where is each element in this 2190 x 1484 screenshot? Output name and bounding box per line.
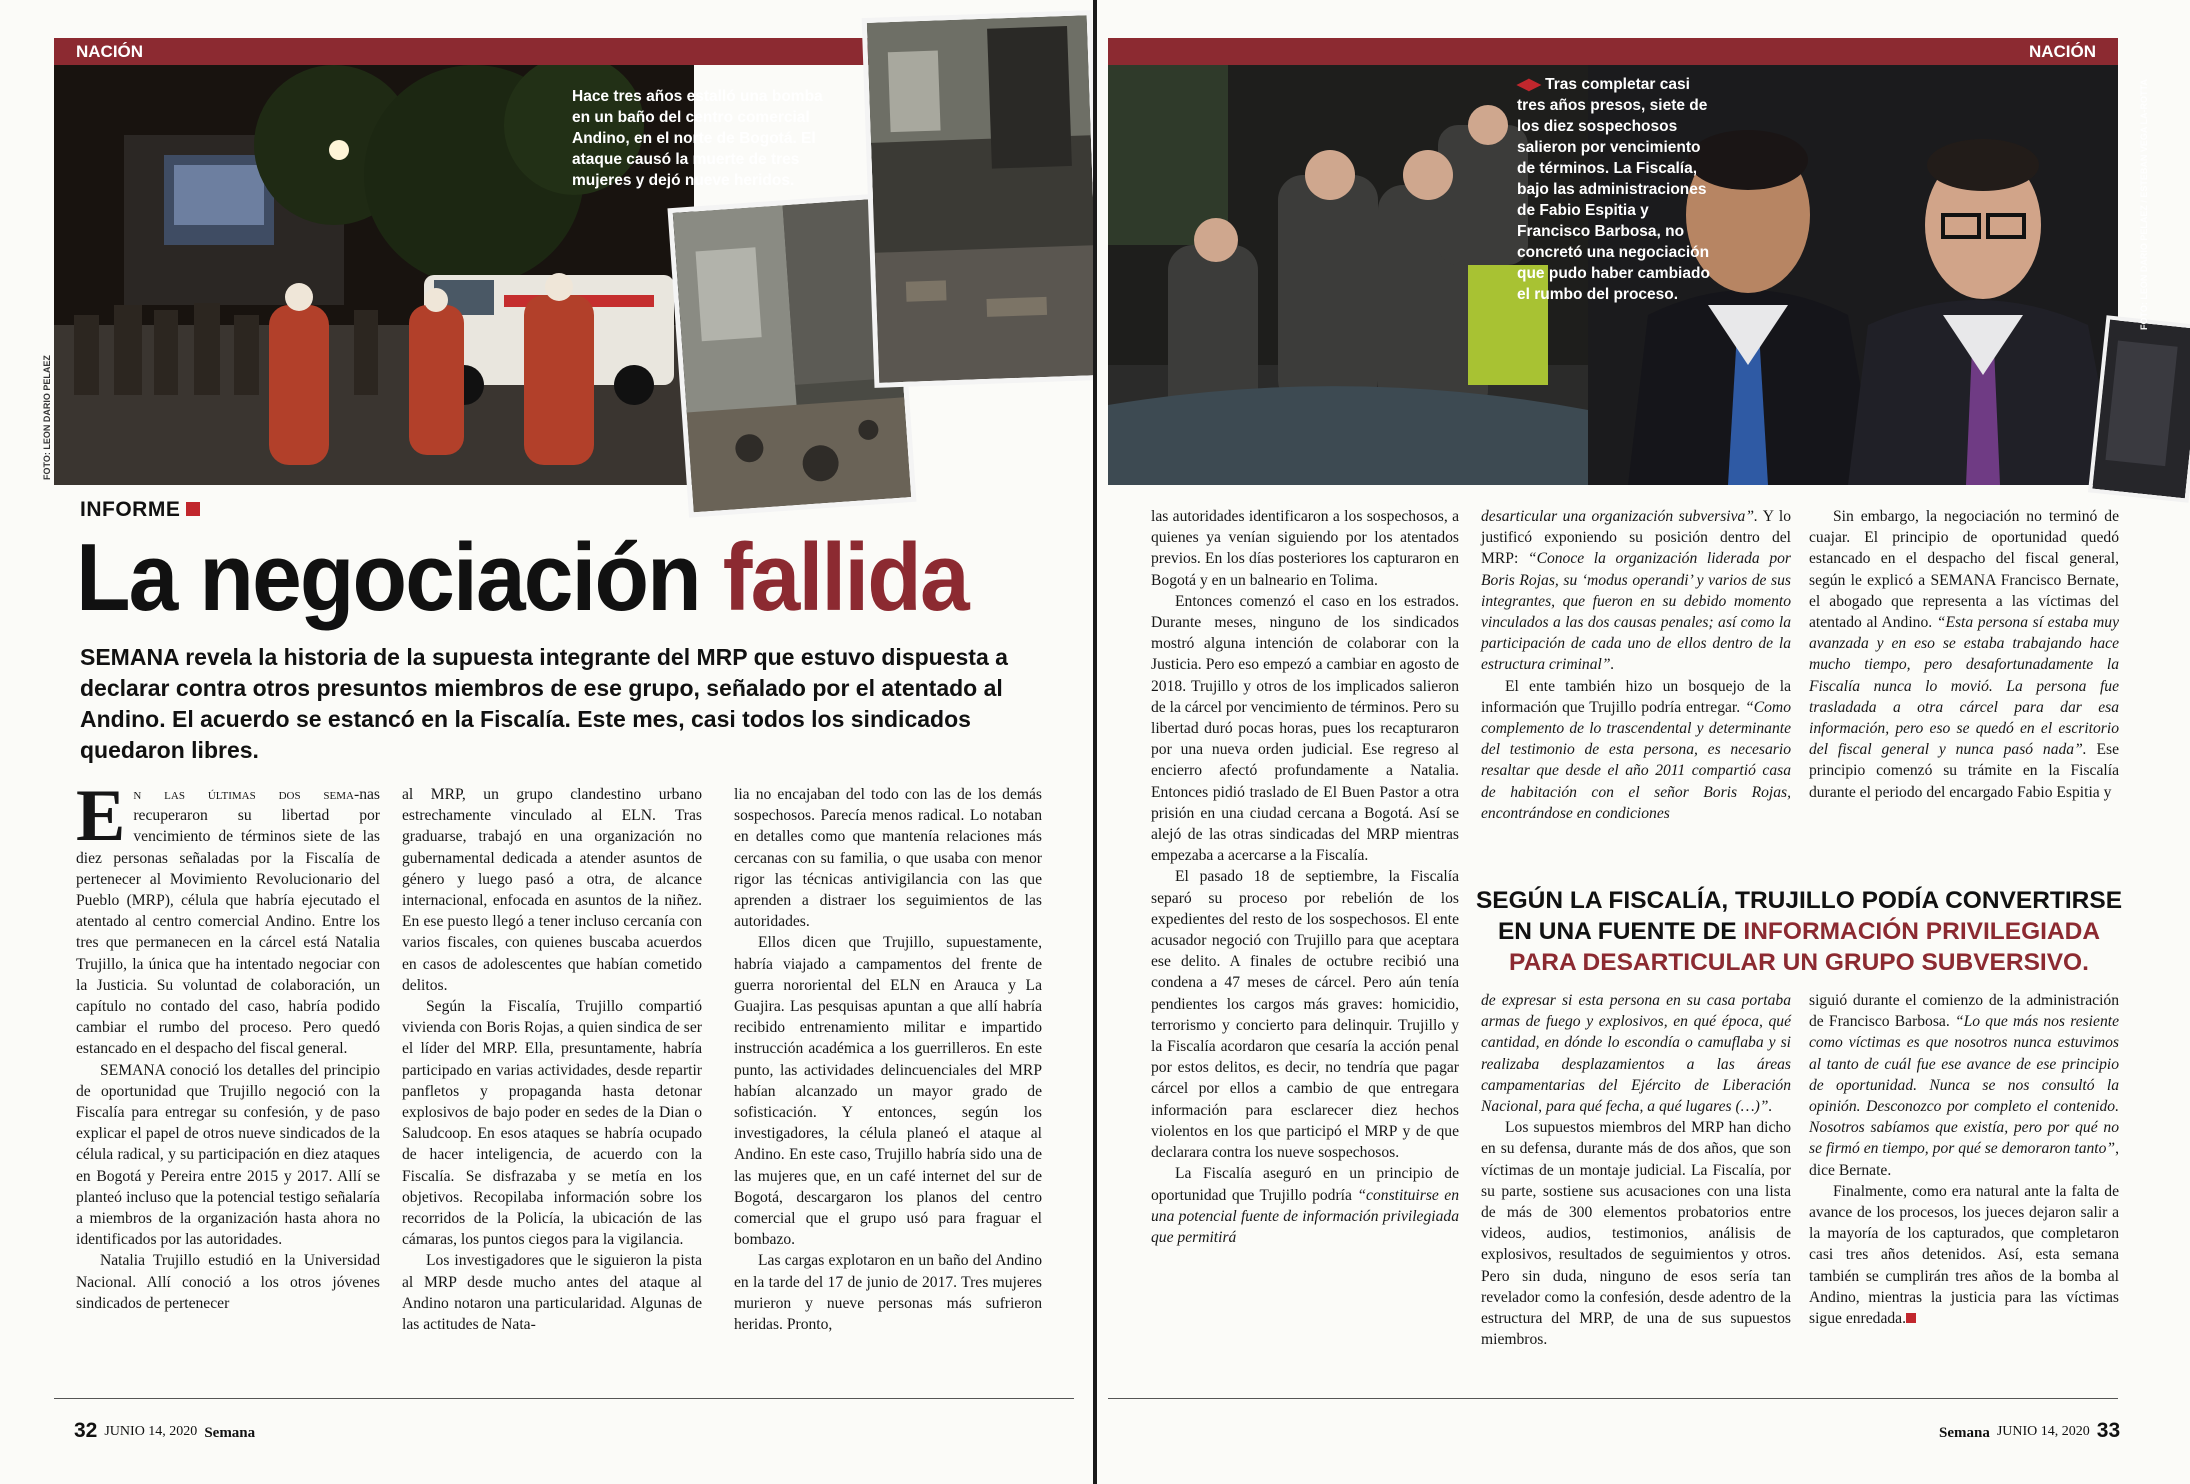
drop-cap: E (76, 775, 126, 857)
body-paragraph: desarticular una organización subversiva”. Y lo justificó exponiendo su posición dentro del MRP: “Conoce la organización liderada por Boris Rojas, su ‘modus operandi’ y varios de sus integrantes, que fueron en su debido momento vinculados a las dos causas penales; así como la participación de cada uno de ellos dentro de la estructura criminal”. (1481, 508, 1791, 674)
body-paragraph: Los investigadores que le siguieron la pista al MRP desde mucho antes del ataque al Andino notaron una particularidad. Algunas de las actitudes de Nata- (402, 1252, 702, 1334)
body-paragraph: SEMANA conoció los detalles del principio de oportunidad que Trujillo negoció con la Fiscalía para entregar su confesión, y de paso explicar el papel de otros nueve sindicados de la célula radical, y su participación en diez ataques en Bogotá y Pereira entre 2015 y 2017. Allí se planteó incluso que la potencial testigo señalaría a miembros de la organización hasta ahora no identificados por las autoridades. (76, 1061, 380, 1249)
body-column-6b (1809, 990, 2119, 1329)
headline-part-2: fallida (722, 524, 968, 631)
body-paragraph: Entonces comenzó el caso en los estrados. Durante meses, ninguno de los sindicados mostró alguna intención de colaborar con la Justicia. Pero eso empezó a cambiar en agosto de 2018. Trujillo y otros de los implicados salieron de la cárcel por vencimiento de términos. Pero su libertad duró pocas horas, pues los recapturaron por una nueva orden judicial. Ese regreso al encierro afectó profundamente a Natalia. Entonces pidió traslado de El Buen Pastor a otra prisión en una ciudad cercana a Bogotá. Así se alejó de las otras sindicadas del MRP mientras empezaba a acercarse a la Fiscalía. (1151, 592, 1459, 865)
pull-quote-part-2: INFORMACIÓN PRIVILEGIADA PARA DESARTICULAR UN GRUPO SUBVERSIVO. (1509, 918, 2101, 976)
magazine-name: Semana (204, 1425, 256, 1441)
folio-left (74, 1419, 255, 1443)
kicker-label: INFORME (80, 498, 181, 521)
section-band: NACIÓN (54, 38, 1074, 65)
body-column-4 (1151, 506, 1459, 1248)
deck: SEMANA revela la historia de la supuesta integrante del MRP que estuvo dispuesta a declarar contra otros presuntos miembros de ese grupo, señalado por el atentado al Andino. El acuerdo se estancó en la Fiscalía. Este mes, casi todos los sindicados quedaron libres. (80, 644, 1008, 763)
body-column-2 (402, 784, 702, 1335)
kicker (80, 498, 200, 522)
body-paragraph: El ente también hizo un bosquejo de la información que Trujillo podría entregar. “Como complemento de lo trascendental y determinante del testimonio de esta persona, es necesario resaltar que desde el año 2011 compartió casa de habitación con el señor Boris Rojas, encontrándose en condiciones (1481, 677, 1791, 822)
body-column-6 (1809, 506, 2119, 803)
photo-credit: FOTO: LEON DARIO PELAEZ (42, 355, 52, 480)
body-paragraph: Natalia Trujillo estudió en la Universidad Nacional. Allí conoció a los otros jóvenes sindicados de pertenecer (76, 1252, 380, 1312)
page-number: 33 (2096, 1419, 2121, 1442)
issue-date: JUNIO 14, 2020 (104, 1424, 198, 1439)
body-paragraph: Sin embargo, la negociación no terminó de cuajar. El principio de oportunidad quedó estancado en el despacho del fiscal general, según le explicó a SEMANA Francisco Bernate, el abogado que representa a las víctimas del atentado al Andino. “Esta persona sí estaba muy avanzada y en eso se estaba trabajando hace mucho tiempo, pero desafortunadamente la Fiscalía nunca lo movió. La persona fue trasladada a otra cárcel para dar esa información, pero eso se quedó en el escritorio del fiscal general y nunca pasó nada”. Ese principio comenzó su trámite en la Fiscalía durante el periodo del encargado Fabio Espitia y (1809, 508, 2119, 801)
body-paragraph: las autoridades identificaron a los sospechosos, a quienes ya venían siguiendo por los atentados previos. En los días posteriores los capturaron en Bogotá y en un balneario en Tolima. (1151, 508, 1459, 589)
headline (76, 524, 968, 631)
body-paragraph: al MRP, un grupo clandestino urbano estrechamente vinculado al ELN. Tras graduarse, trabajó en una organización no gubernamental dedicada a atender asuntos de género y luego pasó a otra, de alcance internacional, enfocada en asuntos de la niñez. En ese puesto llegó a tener incluso cercanía con varios fiscales, con quienes buscaba acuerdos en casos de adolescentes que habían cometido delitos. (402, 786, 702, 994)
footer-rule (54, 1398, 1074, 1399)
body-paragraph: Ellos dicen que Trujillo, supuestamente, habría viajado a campamentos del frente de guerra nororiental del ELN en Arauca y La Guajira. Las pesquisas apuntan a que allí habría recibido entrenamiento militar e impartido instrucción académica a los guerrilleros. En este punto, las actividades delincuenciales del MRP habían alcanzado un mayor grado de sofisticación. Y entonces, según los investigadores, la célula planeó el ataque al Andino. En este caso, Trujillo habría sido una de las mujeres que, en un café internet del sur de Bogotá, descargaron los planos del centro comercial que el grupo usó para fraguar el bombazo. (734, 934, 1042, 1249)
folio-right (1939, 1419, 2120, 1443)
pull-quote (1469, 885, 2129, 978)
page-33 (1097, 0, 2190, 1484)
issue-date: JUNIO 14, 2020 (1996, 1424, 2090, 1439)
footer-rule (1108, 1398, 2118, 1399)
caption-text: Tras completar casi tres años presos, siete de los diez sospechosos salieron por vencimiento de términos. La Fiscalía, bajo las administraciones de Fabio Espitia y Francisco Barbosa, no concretó una negociación que pudo haber cambiado el rumbo del proceso. (1517, 76, 1710, 303)
body-paragraph: La Fiscalía aseguró en un principio de oportunidad que Trujillo podría “constituirse en una potencial fuente de información privilegiada que permitirá (1151, 1165, 1459, 1246)
headline-part-1: La negociación (76, 524, 700, 631)
photo-credit: FOTO: LEON DARIO PELAEZ / ESTEBAN VEGA LA-ROTTA (2139, 79, 2149, 330)
body-paragraph: Las cargas explotaron en un baño del Andino en la tarde del 17 de junio de 2017. Tres mujeres murieron y nueve personas más sufrieron heridas. Pronto, (734, 1252, 1042, 1334)
photo-fragment (2088, 315, 2190, 503)
page-32 (0, 0, 1093, 1484)
end-mark-icon (1906, 1313, 1916, 1323)
photo-caption (1517, 74, 1717, 305)
body-paragraph: Finalmente, como era natural ante la falta de avance de los procesos, los jueces dejaron salir a la mayoría de los capturados, que completaron casi tres años detenidos. Así, esta semana también se cumplirán tres años de la bomba al Andino, mientras la justicia para las víctimas sigue enredada. (1809, 1182, 2119, 1328)
body-paragraph: de expresar si esta persona en su casa portaba armas de fuego y explosivos, en qué época, qué cantidad, en dónde lo escondía o camuflaba y si realizaba desplazamientos a las áreas campamentarias del Ejército de Liberación Nacional, para qué fecha, a qué lugares (…)”. (1481, 992, 1791, 1116)
body-paragraph: En las últimas dos sema-nas recuperaron su libertad por vencimiento de términos siete de las diez personas señaladas por la Fiscalía de pertenecer al Movimiento Revolucionario del Pueblo (MRP), célula que habría ejecutado el atentado al centro comercial Andino. Entre los tres que permanecen en la cárcel está Natalia Trujillo, la única que ha intentado negociar con la Justicia. Su voluntad de colaboración, un capítulo no contado del caso, habría podido cambiar el rumbo del proceso. Pero quedó estancado en el despacho del fiscal general. (76, 775, 380, 1058)
photo-caption: Hace tres años estalló una bomba en un baño del centro comercial Andino, en el norte de Bogotá. El ataque causó la muerte de tres mujeres y dejó nueve heridos. (572, 88, 823, 189)
pull-quote-part-1: SEGÚN LA FISCALÍA, TRUJILLO PODÍA CONVERTIRSE EN UNA FUENTE DE (1475, 887, 2123, 945)
body-column-5b (1481, 990, 1791, 1350)
photo-suspects (1108, 65, 1588, 485)
body-paragraph: Según la Fiscalía, Trujillo compartió vivienda con Boris Rojas, a quien sindica de ser el líder del MRP. Ella, presuntamente, habría participado en varias actividades, desde repartir panfletos y propaganda hasta detonar explosivos de bajo poder en sedes de la Dian o Saludcoop. En esos ataques se habría ocupado de hacer inteligencia, de acuerdo con la Fiscalía. Se disfrazaba y se metía en los objetivos. Recopilaba información sobre los recorridos de la Policía, la ubicación de las cámaras, los puntos ciegos para la vigilancia. (402, 998, 702, 1249)
body-paragraph: Los supuestos miembros del MRP han dicho en su defensa, durante más de dos años, que son víctimas de un montaje judicial. La Fiscalía, por su parte, sostiene sus acusaciones con una lista de más de 300 elementos probatorios entre videos, audios, testimonios, análisis de explosivos, resultados de seguimientos y otros. Pero sin duda, ninguno de esos sería tan revelador como la confesión, desde adentro de la estructura del MRP, de una de sus supuestos miembros. (1481, 1119, 1791, 1349)
photo-interior (862, 10, 1093, 388)
caption-arrow-icon: ◀▶ (1517, 76, 1546, 93)
section-band: NACIÓN (1108, 38, 2118, 65)
body-column-1 (76, 775, 380, 1314)
body-column-5 (1481, 506, 1791, 824)
kicker-square-icon (186, 502, 200, 516)
body-paragraph: El pasado 18 de septiembre, la Fiscalía separó su proceso por rebelión de los expedientes del resto de los sospechosos. El ente acusador negoció con Trujillo para que aceptara ese delito. A finales de octubre recibió una condena a 47 meses de cárcel. Pero aún tenía pendientes los cargos más graves: homicidio, terrorismo y concierto para delinquir. Trujillo y la Fiscalía acordaron que cesaría la acción penal por estos delitos, es decir, no tendría que pagar cárcel por ellos a cambio de que entregara información para esclarecer diez hechos violentos en los que participó el MRP y de que declarara contra los nueve sospechosos. (1151, 868, 1459, 1162)
magazine-name: Semana (1939, 1425, 1990, 1441)
body-column-3 (734, 784, 1042, 1335)
body-paragraph: siguió durante el comienzo de la administración de Francisco Barbosa. “Lo que más nos resiente como víctimas es que nosotros nunca estuvimos al tanto de cuál fue ese avance de ese principio de oportunidad. Nunca se nos consultó la opinión. Desconozco por completo el contenido. Nosotros sabíamos que existía, pero por qué no se firmó en tiempo, por qué se demoraron tanto”, dice Bernate. (1809, 992, 2119, 1179)
page-number: 32 (74, 1419, 98, 1442)
body-paragraph: lia no encajaban del todo con las de los demás sospechosos. Parecía menos radical. Lo notaban en detalles como que mantenía relaciones más cercanas con su familia, o que usaba con menor rigor las técnicas antivigilancia con las que aprenden a distraer los seguimientos de las autoridades. (734, 786, 1042, 931)
